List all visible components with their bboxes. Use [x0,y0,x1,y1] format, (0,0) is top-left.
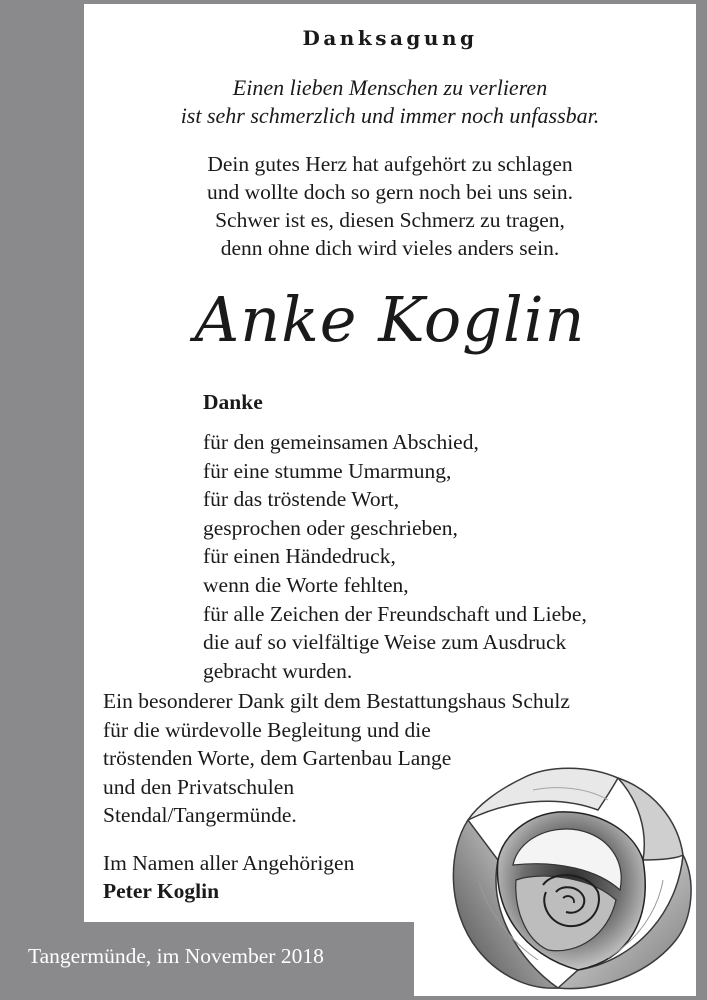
place-date: Tangermünde, im November 2018 [28,944,324,968]
thanks-line: wenn die Worte fehlten, [203,572,409,597]
special-thanks-line: Ein besonderer Dank gilt dem Bestattungshaus Schulz [103,689,570,713]
poem-line: und wollte doch so gern noch bei uns sein. [206,180,574,204]
special-thanks-line: tröstenden Worte, dem Gartenbau Lange [103,746,452,771]
motto [84,74,696,130]
thanks-line: für alle Zeichen der Freundschaft und Liebe, [203,601,587,626]
special-thanks-line: und den Privatschulen [103,774,295,799]
poem-line: Dein gutes Herz hat aufgehört zu schlagen [207,152,573,176]
thanks-list [203,428,693,685]
thanks-line: für den gemeinsamen Abschied, [203,430,479,454]
signature [103,849,354,905]
thanks-heading: Danke [203,390,263,414]
deceased-name: Anke Koglin [194,283,586,356]
special-thanks-line: Stendal/Tangermünde. [103,803,297,828]
thanks-line: für einen Händedruck, [203,544,396,569]
motto-line: ist sehr schmerzlich und immer noch unfassbar. [180,103,600,128]
poem-line: denn ohne dich wird vieles anders sein. [220,236,560,260]
thanks-line: gesprochen oder geschrieben, [203,515,458,540]
poem-line: Schwer ist es, diesen Schmerz zu tragen, [215,208,565,232]
poem [84,150,696,262]
thanks-line: die auf so vielfältige Weise zum Ausdruck [203,630,567,655]
signer-name: Peter Koglin [103,879,220,903]
thanks-line: für eine stumme Umarmung, [203,458,452,483]
heading: Danksagung [302,26,478,50]
signature-intro: Im Namen aller Angehörigen [103,851,355,875]
thanks-line: für das tröstende Wort, [203,487,400,512]
thanks-line: gebracht wurden. [203,658,353,683]
special-thanks-line: für die würdevolle Begleitung und die [103,717,431,742]
rose-image [438,760,698,995]
motto-line: Einen lieben Menschen zu verlieren [232,75,548,100]
